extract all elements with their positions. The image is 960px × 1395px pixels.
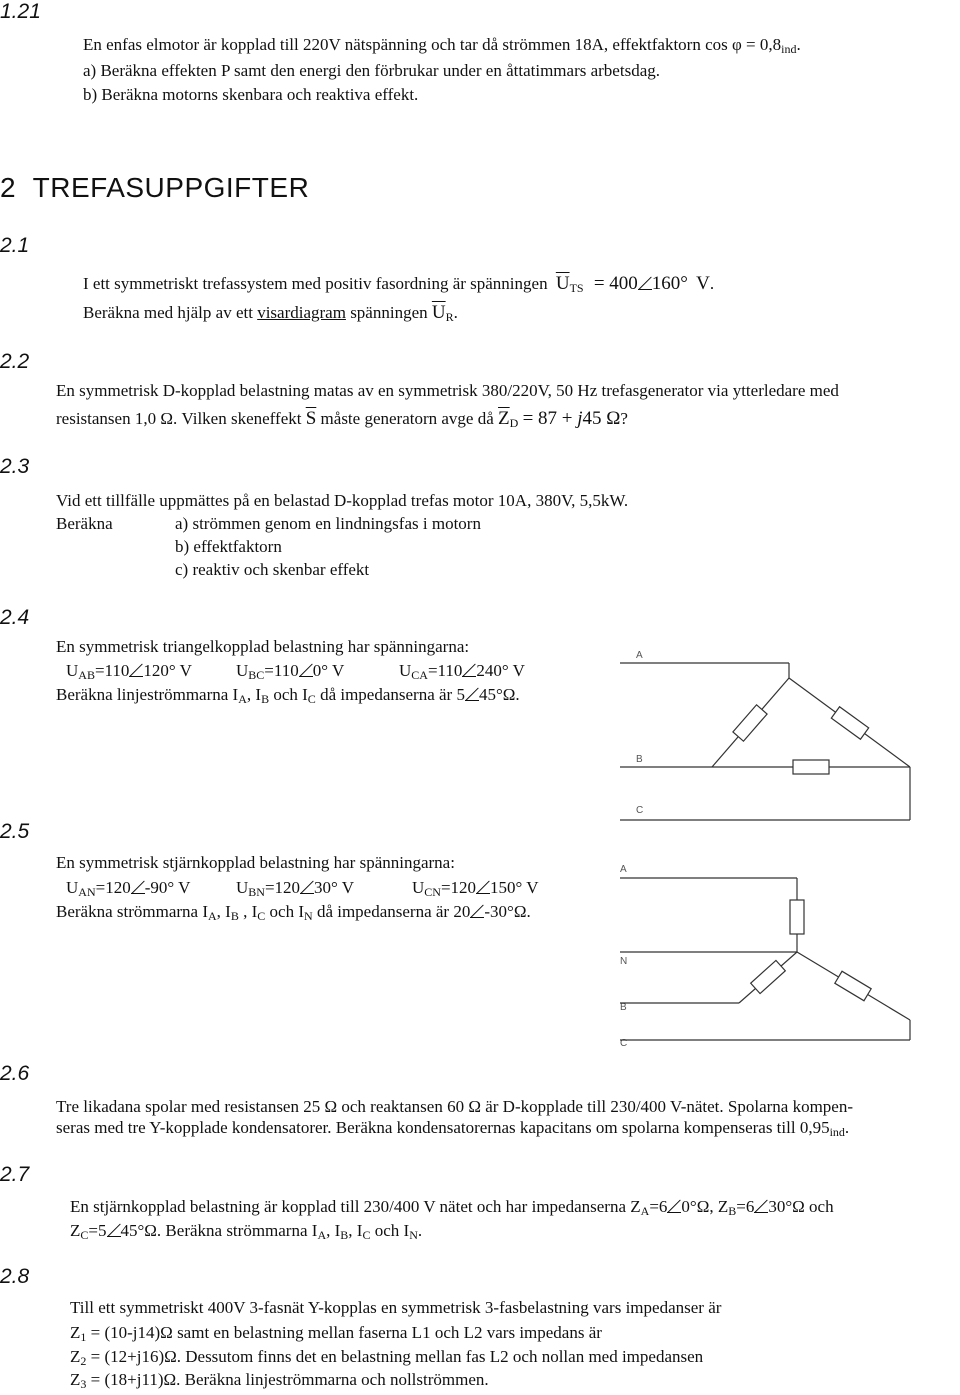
text: ? [620, 409, 628, 428]
terminal-label-a: A [620, 864, 627, 875]
unit: V [696, 273, 710, 294]
angle-icon [476, 880, 490, 894]
angle-icon [754, 1199, 768, 1213]
text: . [709, 274, 715, 293]
angle-icon [470, 904, 484, 918]
problem-number: 2.5 [0, 820, 30, 843]
problem-text-line: $U_{BN}=120$ 30° V [236, 878, 355, 899]
problem-text-line: $Z_C=5$ 45°Ω. Beräkna strömmarna $I_A$, $I_B$, $I_C$ och $I_N$. [70, 1221, 423, 1242]
problem-text-line: $Z_1 = (10-j14)\Omega$ samt en belastning mellan faserna L1 och L2 vars impedans är [70, 1323, 602, 1344]
underlined-word: visardiagram [257, 303, 346, 322]
angle-icon [107, 1223, 121, 1237]
problem-text-line [83, 302, 458, 328]
text: En enfas elmotor är kopplad till 220V nätspänning och tar då strömmen 18A, effektfaktorn cos φ = 0,8 [83, 35, 782, 54]
problem-text-line [83, 273, 714, 299]
phasor-symbol: $\overline{Z}$ [498, 408, 510, 429]
phasor-symbol: $\overline{U}$ [555, 273, 570, 294]
problem-text-line: $Z_3 = (18+j11)\Omega$. Beräkna linjeströmmarna och nollströmmen. [70, 1370, 489, 1391]
voltage: $U_{CA}=110$ 240° V [399, 661, 525, 682]
value: = 87 + [522, 408, 578, 429]
problem-text-line [399, 660, 525, 686]
angle-icon [465, 687, 479, 701]
problem-text-line: En symmetrisk triangelkopplad belastning har spänningarna: [56, 637, 470, 656]
text: I ett symmetriskt trefassystem med positiv fasordning är spänningen [83, 274, 548, 293]
problem-text-line: $U_{CN}=120$ 150° V [412, 878, 539, 899]
section-number: 2 [0, 172, 17, 203]
section-title: TREFASUPPGIFTER [32, 172, 310, 203]
impedance-c [835, 971, 871, 1001]
value: 45 Ω [582, 408, 621, 429]
problem-text-line [236, 660, 344, 686]
angle-icon [299, 663, 313, 677]
problem-number: 2.1 [0, 234, 30, 257]
terminal-label-n: N [620, 956, 628, 967]
problem-text-line: seras med tre Y-kopplade kondensatorer. Beräkna kondensatorernas kapacitans om spolarna kompenseras till $0,95_{ind}$. [56, 1118, 850, 1139]
phasor-symbol: $\overline{S}$ [305, 408, 317, 429]
terminal-label-a: A [636, 650, 643, 661]
problem-text-line: Tre likadana spolar med resistansen 25 Ω och reaktansen 60 Ω är D-kopplade till 230/400 V-nätet. Spolarna kompen- [56, 1097, 854, 1116]
subscript: TS [569, 281, 584, 295]
problem-text-line: a) Beräkna effekten P samt den energi den förbrukar under en åttatimmars arbetsdag. [83, 61, 660, 80]
problem-text-line [56, 408, 628, 434]
problem-number: 2.2 [0, 350, 30, 373]
problem-text-line: $U_{AN}=120$ -90° V [66, 878, 191, 899]
problem-text-line: Vid ett tillfälle uppmättes på en belastad D-kopplad trefas motor 10A, 380V, 5,5kW. [56, 491, 629, 510]
problem-text-line [83, 34, 801, 60]
angle-icon [667, 1199, 681, 1213]
terminal-label-b: B [620, 1002, 627, 1013]
problem-text-line: Beräkna strömmarna $I_A$, $I_B$ , $I_C$ och $I_N$ då impedanserna är 20 -30°Ω. [56, 902, 531, 923]
impedance-a [790, 900, 804, 934]
resistor-bc [793, 760, 829, 774]
delta-circuit-diagram [620, 640, 920, 830]
subscript: D [509, 416, 519, 430]
problem-text-line: Beräkna [56, 514, 113, 533]
text: . [796, 35, 801, 54]
subscript: R [445, 310, 454, 324]
problem-text-line: c) reaktiv och skenbar effekt [175, 560, 370, 579]
problem-text-line [66, 660, 192, 686]
problem-text-line: Till ett symmetriskt 400V 3-fasnät Y-kopplas en symmetrisk 3-fasbelastning vars impedanser är [70, 1298, 722, 1317]
voltage: $U_{AB}=110$ 120° V [66, 661, 192, 682]
terminal-label-b: B [636, 754, 643, 765]
terminal-label-c: C [620, 1038, 628, 1049]
problem-text-line: En stjärnkopplad belastning är kopplad till 230/400 V nätet och har impedanserna $Z_A=6$ 0°Ω, $Z_B=6$ 30°Ω och [70, 1197, 834, 1218]
problem-number: 2.6 [0, 1062, 30, 1085]
phasor-symbol: $\overline{U}$ [431, 302, 446, 323]
text: Beräkna med hjälp av ett [83, 303, 253, 322]
impedance-b [751, 960, 786, 993]
terminal-label-c: C [636, 805, 644, 816]
resistor-ab [733, 705, 767, 741]
problem-text-line: a) strömmen genom en lindningsfas i motorn [175, 514, 481, 533]
problem-text-line: b) Beräkna motorns skenbara och reaktiva effekt. [83, 85, 419, 104]
problem-number: 2.7 [0, 1163, 30, 1186]
text: måste generatorn avge då [320, 409, 494, 428]
angle-icon [129, 663, 143, 677]
angle-icon [300, 880, 314, 894]
problem-text-line: En symmetrisk D-kopplad belastning matas av en symmetrisk 380/220V, 50 Hz trefasgenerator via ytterledare med [56, 381, 839, 400]
angle-icon [131, 880, 145, 894]
voltage: $U_{BC}=110$ 0° V [236, 661, 345, 682]
imaginary-unit: j [577, 408, 583, 429]
angle-icon [638, 276, 652, 290]
problem-number: 2.4 [0, 606, 30, 629]
star-circuit-diagram [620, 860, 920, 1050]
problem-number: 1.21 [0, 0, 41, 23]
problem-text-line: Beräkna linjeströmmarna $I_A$, $I_B$ och $I_C$ då impedanserna är 5 45°Ω. [56, 685, 520, 706]
resistor-ca [831, 707, 868, 739]
text: resistansen 1,0 Ω. Vilken skeneffekt [56, 409, 302, 428]
text: . [453, 303, 458, 322]
value: = 400 [593, 273, 638, 294]
problem-text-line: En symmetrisk stjärnkopplad belastning har spänningarna: [56, 853, 455, 872]
angle: 160° [651, 273, 688, 294]
text: spänningen [350, 303, 428, 322]
problem-number: 2.3 [0, 455, 30, 478]
angle-icon [462, 663, 476, 677]
subscript: ind [781, 42, 797, 56]
section-heading [0, 172, 309, 204]
problem-text-line: $Z_2 = (12+j16)\Omega$. Dessutom finns det en belastning mellan fas L2 och nollan med impedansen [70, 1347, 704, 1368]
problem-text-line: b) effektfaktorn [175, 537, 282, 556]
problem-number: 2.8 [0, 1265, 30, 1288]
